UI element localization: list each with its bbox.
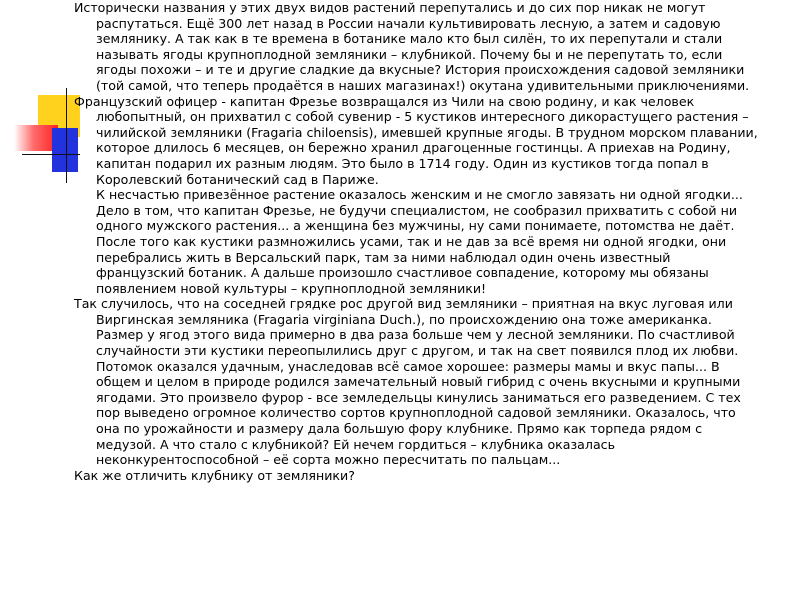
decor-horizontal-line bbox=[22, 154, 80, 155]
paragraph-captain-frezier: Французский офицер - капитан Фрезье возвращался из Чили на свою родину, и как человек любопытный, он прихватил с собой сувенир - 5 кустиков интересного дикорастущего растения – чилийской земляники (Fragaria chiloensis), имевшей крупные ягоды. В трудном морском плавании, которое длилось 6 месяцев, он бережно хранил драгоценные гостинцы. А приехав на Родину, капитан подарил их разным людям. Это было в 1714 году. Один из кустиков тогда попал в Королевский ботанический сад в Париже. bbox=[74, 93, 758, 187]
paragraph-virginia-strawberry: Так случилось, что на соседней грядке рос другой вид земляники – приятная на вкус луговая или Виргинская земляника (Fragaria virginiana Duch.), по происхождению она тоже американка. Размер у ягод этого вида примерно в два раза больше чем у лесной земляники. По счастливой случайности эти кустики переопылились друг с другом, и так на свет появился плод их любви. bbox=[74, 296, 739, 359]
paragraph-history: Исторически названия у этих двух видов растений перепутались и до сих пор никак не могут распутаться. Ещё 300 лет назад в России начали культивировать лесную, а затем и садовую землянику. А так как в те времена в ботанике мало кто был силён, то их перепутали и стали называть ягоды крупноплодной земляники – клубникой. Почему бы и не перепутать то, если ягоды похожи – и те и другие сладкие да вкусные? История происхождения садовой земляники (той самой, что теперь продаётся в наших магазинах!) окутана удивительными приключениями. bbox=[74, 0, 750, 93]
slide-text-body bbox=[74, 0, 760, 483]
paragraph-female-plant: К несчастью привезённое растение оказалось женским и не смогло завязать ни одной ягодки... Дело в том, что капитан Фрезье, не будучи специалистом, не сообразил прихватить с собой ни одного мужского растения... а женщина без мужчины, ну сами понимаете, потомства не даёт. После того как кустики размножились усами, так и не дав за всё время ни одной ягодки, они перебрались жить в Версальский парк, там за ними наблюдал один очень известный французский ботаник. А дальше произошло счастливое совпадение, которому мы обязаны появлением новой культуры – крупноплодной земляники! bbox=[96, 187, 743, 296]
paragraph-question: Как же отличить клубнику от земляники? bbox=[74, 467, 355, 483]
decor-vertical-line bbox=[66, 88, 67, 183]
paragraph-hybrid: Потомок оказался удачным, унаследовав всё самое хорошее: размеры мамы и вкус папы... В общем и целом в природе родился замечательный новый гибрид с очень вкусными и крупными ягодами. Это произвело фурор - все земледельцы кинулись заниматься его разведением. С тех пор выведено огромное количество сортов крупноплодной садовой земляники. Оказалось, что она по урожайности и размеру дала большую фору клубнике. Прямо как торпеда рядом с медузой. А что стало с клубникой? Ей нечем гордиться – клубника оказалась неконкурентоспособной – её сорта можно пересчитать по пальцам... bbox=[96, 358, 741, 468]
